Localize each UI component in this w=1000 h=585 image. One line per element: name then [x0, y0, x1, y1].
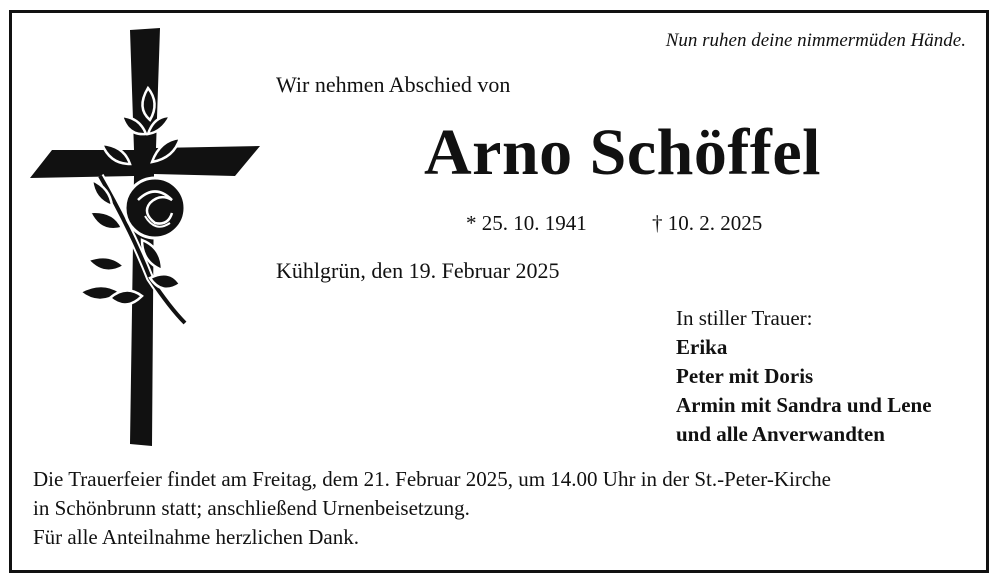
mourners-block	[676, 304, 932, 449]
service-line: Die Trauerfeier findet am Freitag, dem 21. Februar 2025, um 14.00 Uhr in der St.-Peter-Kirche	[33, 467, 831, 491]
service-line: in Schönbrunn statt; anschließend Urnenbeisetzung.	[33, 496, 470, 520]
death-date: † 10. 2. 2025	[652, 211, 763, 235]
mourner-name: und alle Anverwandten	[676, 422, 885, 446]
mourners-heading: In stiller Trauer:	[676, 306, 813, 330]
mourner-name: Peter mit Doris	[676, 364, 814, 388]
motto: Nun ruhen deine nimmermüden Hände.	[665, 30, 966, 51]
deceased-name: Arno Schöffel	[424, 116, 821, 189]
cross-with-rose-icon	[30, 28, 265, 448]
service-info	[33, 465, 983, 552]
mourner-name: Armin mit Sandra und Lene	[676, 393, 932, 417]
place-date: Kühlgrün, den 19. Februar 2025	[276, 258, 560, 283]
birth-date: * 25. 10. 1941	[466, 211, 587, 235]
thanks-line: Für alle Anteilnahme herzlichen Dank.	[33, 525, 359, 549]
intro-text: Wir nehmen Abschied von	[276, 72, 511, 97]
mourner-name: Erika	[676, 335, 728, 359]
